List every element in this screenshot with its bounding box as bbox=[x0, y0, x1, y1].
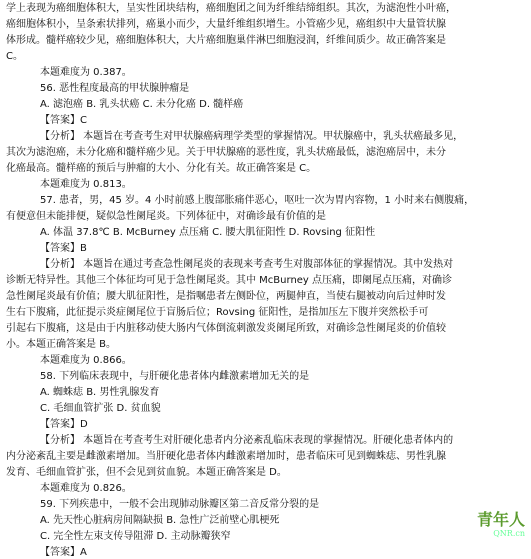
question-title: 58. 下列临床表现中，与肝硬化患者体内雌激素增加无关的是 bbox=[40, 371, 310, 382]
analysis-text: 急性阑尾炎最有价值；腰大肌征阳性，是指嘱患者左侧卧位，两腿伸直，当使右腿被动向后过伸时发 bbox=[6, 291, 446, 302]
difficulty-text: 本题难度为 0.826。 bbox=[40, 483, 132, 494]
analysis-text: 【分析】 本题旨在考查考生对甲状腺癌病理学类型的掌握情况。甲状腺癌中，乳头状癌最多见， bbox=[40, 131, 464, 142]
text-line: 体形成。髓样癌较少见，癌细胞体积大，大片癌细胞巢伴淋巴细胞浸润，纤维间质少。故正确答案是 bbox=[6, 35, 446, 46]
question-options: C. 完全性左束支传导阻滞 D. 主动脉瓣狭窄 bbox=[40, 531, 231, 542]
difficulty-text: 本题难度为 0.866。 bbox=[40, 355, 132, 366]
analysis-text: 小。本题正确答案是 B。 bbox=[6, 339, 117, 350]
watermark-logo bbox=[455, 511, 525, 551]
question-title: 57. 患者，男，45 岁。4 小时前感上腹部胀痛伴恶心，呕吐一次为胃内容物，1 小时来右侧腹痛， bbox=[40, 195, 475, 206]
question-options: A. 滤泡癌 B. 乳头状癌 C. 未分化癌 D. 髓样癌 bbox=[40, 99, 244, 110]
question-options: A. 先天性心脏病房间隔缺损 B. 急性广泛前壁心肌梗死 bbox=[40, 515, 280, 526]
analysis-text: 其次为滤泡癌，未分化癌和髓样癌少见。关于甲状腺癌的恶性度，乳头状癌最低，滤泡癌居中，未分 bbox=[6, 147, 446, 158]
text-line: 癌细胞体积小，呈条索状排列，癌巢小而少，大量纤维组织增生。小管癌少见，癌组织中大量管状腺 bbox=[6, 19, 446, 30]
analysis-text: 化癌最高。髓样癌的预后与肿瘤的大小、分化有关。故正确答案是 C。 bbox=[6, 163, 317, 174]
question-title: 59. 下列疾患中，一般不会出现肺动脉瓣区第二音反常分裂的是 bbox=[40, 499, 320, 510]
watermark-url: QNR.cn bbox=[493, 529, 525, 538]
watermark-title: 青年人 bbox=[476, 510, 525, 529]
question-title: 有便意但未能排便，疑似急性阑尾炎。下列体征中，对确诊最有价值的是 bbox=[6, 211, 326, 222]
analysis-text: 【分析】 本题旨在考查考生对肝硬化患者内分泌紊乱临床表现的掌握情况。肝硬化患者体内的 bbox=[40, 435, 454, 446]
answer-label: 【答案】D bbox=[40, 419, 88, 430]
answer-label: 【答案】C bbox=[40, 115, 87, 126]
analysis-text: 发育、毛细血管扩张，但不会见到贫血貌。本题正确答案是 D。 bbox=[6, 467, 287, 478]
answer-label: 【答案】A bbox=[40, 547, 87, 558]
question-options: A. 体温 37.8℃ B. McBurney 点压痛 C. 腰大肌征阳性 D. Rovsing 征阳性 bbox=[40, 227, 376, 238]
text-line: C。 bbox=[6, 51, 23, 62]
question-options: C. 毛细血管扩张 D. 贫血貌 bbox=[40, 403, 161, 414]
analysis-text: 生右下腹痛，此征提示炎症阑尾位于盲肠后位；Rovsing 征阳性，是指加压左下腹并突然松手可 bbox=[6, 307, 429, 318]
analysis-text: 内分泌紊乱主要是雌激素增加。当肝硬化患者体内雌激素增加时，患者临床可见到蜘蛛痣、男性乳腺 bbox=[6, 451, 446, 462]
analysis-text: 引起右下腹痛，这是由于内脏移动使大肠内气体倒流刺激发炎阑尾所致，对确诊急性阑尾炎的价值较 bbox=[6, 323, 446, 334]
text-line: 本题难度为 0.387。 bbox=[40, 67, 132, 78]
question-title: 56. 恶性程度最高的甲状腺肿瘤是 bbox=[40, 83, 190, 94]
analysis-text: 诊断无特异性。其他三个体征均可见于急性阑尾炎。其中 McBurney 点压痛，即阑尾点压痛，对确诊 bbox=[6, 275, 453, 286]
question-options: A. 蜘蛛痣 B. 男性乳腺发育 bbox=[40, 387, 160, 398]
answer-label: 【答案】B bbox=[40, 243, 87, 254]
difficulty-text: 本题难度为 0.813。 bbox=[40, 179, 132, 190]
text-line: 学上表现为癌细胞体积大，呈实性团块结构，癌细胞团之间为纤维结缔组织。其次，为滤泡性小叶癌， bbox=[6, 3, 456, 14]
analysis-text: 【分析】 本题旨在通过考查急性阑尾炎的表现来考查考生对腹部体征的掌握情况。其中发热对 bbox=[40, 259, 454, 270]
